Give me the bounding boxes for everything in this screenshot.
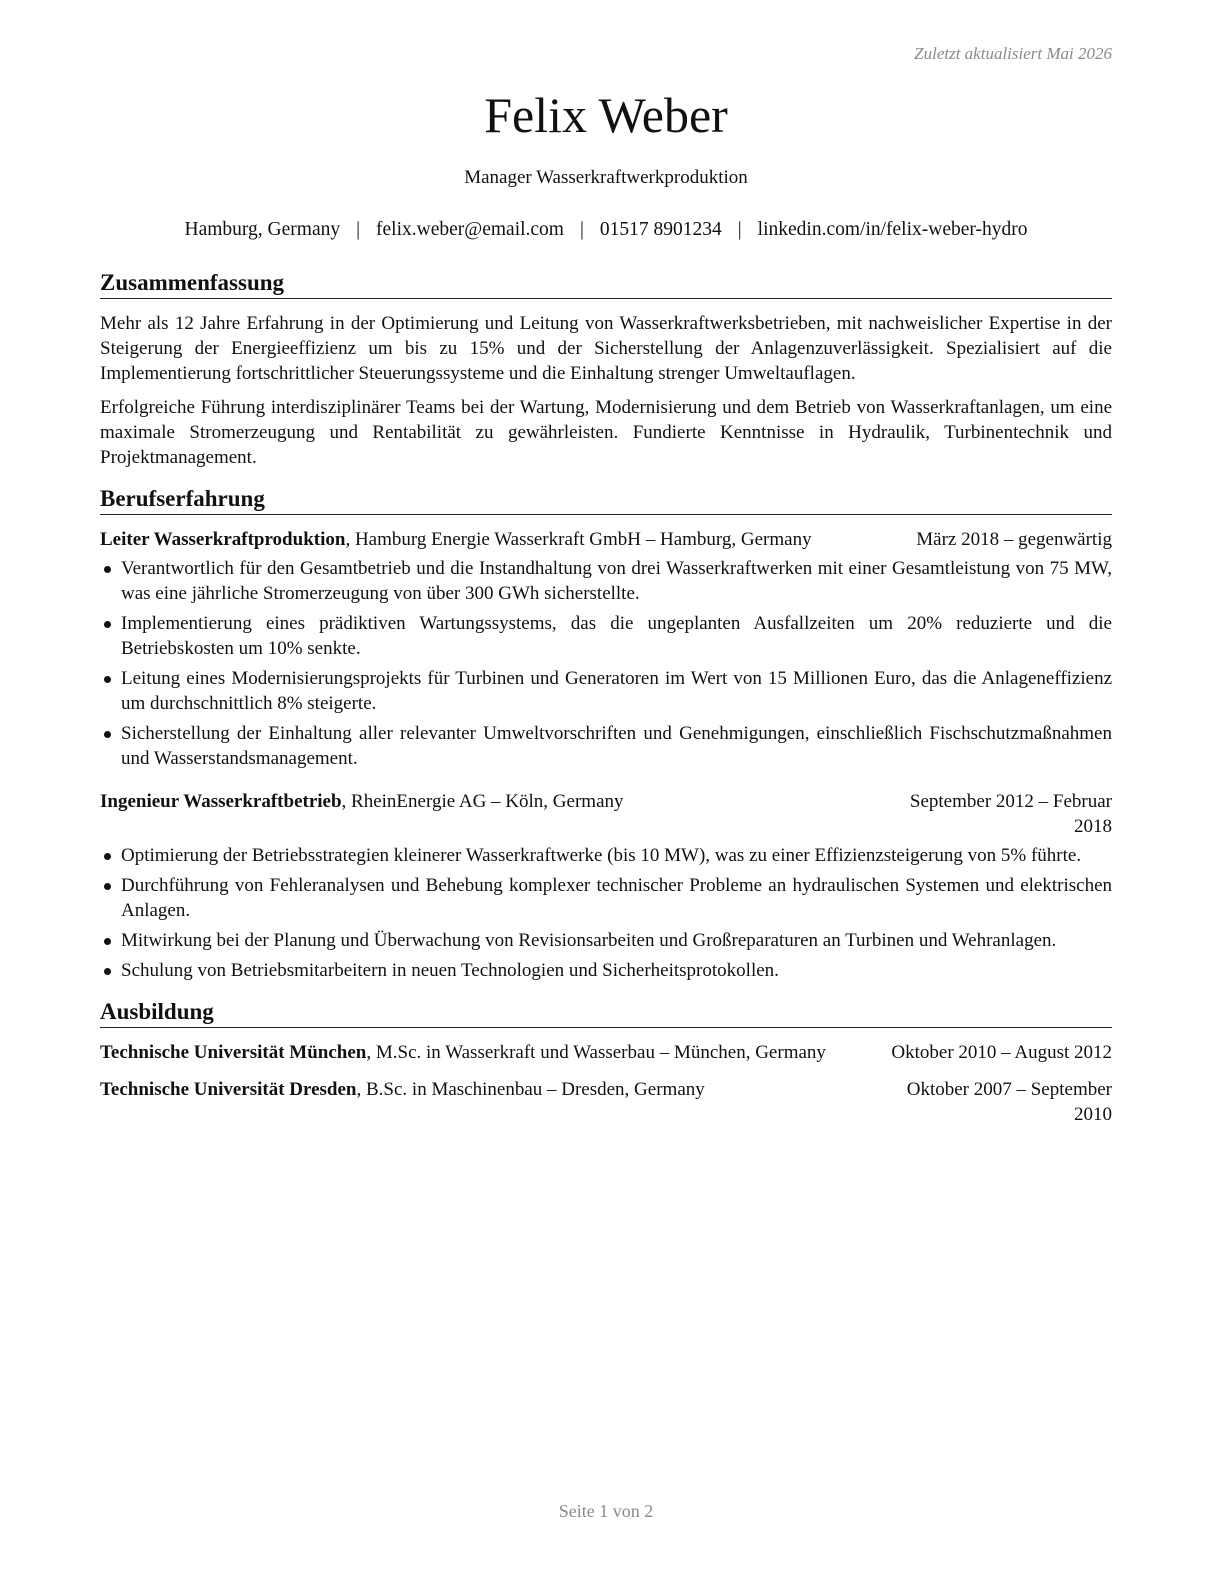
resume-page — [100, 0, 1112, 1584]
contact-line — [100, 219, 1112, 241]
job-header — [100, 527, 1112, 552]
bullet-dot — [104, 566, 111, 573]
job-role: Leiter Wasserkraftproduktion — [100, 529, 346, 550]
education-line — [100, 1040, 877, 1065]
summary-paragraph: Mehr als 12 Jahre Erfahrung in der Optimierung und Leitung von Wasserkraftwerksbetrieben, mit nachweislicher Expertise in der Steigerung der Energieeffizienz um bis zu 15% und der Sicherstellung der Anlagenzuverlässigkeit. Spezialisiert auf die Implementierung fortschrittlicher Steuerungssysteme und die Einhaltung strenger Umweltauflagen. — [100, 313, 1112, 384]
job-entry — [100, 789, 1112, 983]
section-heading-education: Ausbildung — [100, 997, 1112, 1028]
bullet-dot — [104, 883, 111, 890]
bullet-text: Durchführung von Fehleranalysen und Behebung komplexer technischer Probleme an hydraulischen Systemen und elektrischen Anlagen. — [121, 875, 1112, 921]
job-header — [100, 789, 1112, 839]
education-school: Technische Universität München — [100, 1042, 367, 1063]
bullet-text: Mitwirkung bei der Planung und Überwachung von Revisionsarbeiten und Großreparaturen an Turbinen und Wehranlagen. — [121, 930, 1057, 951]
resume-body — [100, 268, 1112, 1141]
contact-email[interactable]: felix.weber@email.com — [376, 219, 564, 240]
education-entry — [100, 1040, 1112, 1065]
section-heading-experience: Berufserfahrung — [100, 484, 1112, 515]
last-updated: Zuletzt aktualisiert Mai 2026 — [914, 44, 1112, 63]
education-header — [100, 1077, 1112, 1127]
contact-phone: 01517 8901234 — [599, 219, 722, 240]
contact-separator: | — [579, 219, 584, 240]
bullet-text: Leitung eines Modernisierungsprojekts für Turbinen und Generatoren im Wert von 15 Millionen Euro, das die Anlageneffizienz um durchschnittlich 8% steigerte. — [121, 668, 1112, 714]
education-section — [100, 997, 1112, 1127]
summary-section — [100, 268, 1112, 470]
list-item — [100, 928, 1112, 953]
job-title-line — [100, 789, 862, 814]
person-name: Felix Weber — [484, 87, 728, 143]
education-entry — [100, 1077, 1112, 1127]
education-dates: Oktober 2007 – September 2010 — [906, 1079, 1112, 1125]
contact-separator: | — [356, 219, 361, 240]
job-title-line — [100, 527, 902, 552]
education-header — [100, 1040, 1112, 1065]
bullet-dot — [104, 621, 111, 628]
experience-section — [100, 484, 1112, 983]
list-item — [100, 556, 1112, 606]
job-bullets — [100, 843, 1112, 983]
contact-location: Hamburg, Germany — [184, 219, 341, 240]
bullet-text: Implementierung eines prädiktiven Wartungssystems, das die ungeplanten Ausfallzeiten um 20% reduzierte und die Betriebskosten um 10% senkte. — [121, 613, 1112, 659]
bullet-text: Optimierung der Betriebsstrategien kleinerer Wasserkraftwerke (bis 10 MW), was zu einer Effizienzsteigerung von 5% führte. — [121, 845, 1082, 866]
job-bullets — [100, 556, 1112, 771]
bullet-text: Sicherstellung der Einhaltung aller relevanter Umweltvorschriften und Genehmigungen, einschließlich Fischschutzmaßnahmen und Wasserstandsmanagement. — [121, 723, 1112, 769]
education-school: Technische Universität Dresden — [100, 1079, 357, 1100]
job-title: Manager Wasserkraftwerkproduktion — [464, 167, 748, 188]
bullet-dot — [104, 676, 111, 683]
job-employer: , RheinEnergie AG – Köln, Germany — [341, 791, 624, 812]
job-entry — [100, 527, 1112, 771]
job-dates: September 2012 – Februar 2018 — [909, 791, 1112, 837]
summary-paragraph: Erfolgreiche Führung interdisziplinärer Teams bei der Wartung, Modernisierung und dem Betrieb von Wasserkraftanlagen, um eine maximale Stromerzeugung und Rentabilität zu gewährleisten. Fundierte Kenntnisse in Hydraulik, Turbinentechnik und Projektmanagement. — [100, 397, 1112, 468]
list-item — [100, 873, 1112, 923]
bullet-dot — [104, 968, 111, 975]
list-item — [100, 843, 1112, 868]
list-item — [100, 611, 1112, 661]
job-role: Ingenieur Wasserkraftbetrieb — [100, 791, 342, 812]
bullet-dot — [104, 938, 111, 945]
bullet-text: Schulung von Betriebsmitarbeitern in neuen Technologien und Sicherheitsprotokollen. — [121, 960, 779, 981]
bullet-dot — [104, 853, 111, 860]
bullet-dot — [104, 731, 111, 738]
contact-linkedin[interactable]: linkedin.com/in/felix-weber-hydro — [757, 219, 1028, 240]
contact-separator: | — [737, 219, 742, 240]
job-employer: , Hamburg Energie Wasserkraft GmbH – Hamburg, Germany — [345, 529, 812, 550]
bullet-text: Verantwortlich für den Gesamtbetrieb und die Instandhaltung von drei Wasserkraftwerken mit einer Gesamtleistung von 75 MW, was eine jährliche Stromerzeugung von über 300 GWh sicherstellte. — [121, 558, 1112, 604]
list-item — [100, 721, 1112, 771]
job-dates: März 2018 – gegenwärtig — [916, 529, 1112, 550]
education-dates: Oktober 2010 – August 2012 — [891, 1042, 1112, 1063]
education-degree: , B.Sc. in Maschinenbau – Dresden, Germany — [356, 1079, 705, 1100]
education-degree: , M.Sc. in Wasserkraft und Wasserbau – München, Germany — [366, 1042, 826, 1063]
section-heading-summary: Zusammenfassung — [100, 268, 1112, 299]
page-number: Seite 1 von 2 — [558, 1501, 654, 1521]
education-line — [100, 1077, 862, 1102]
list-item — [100, 666, 1112, 716]
list-item — [100, 958, 1112, 983]
